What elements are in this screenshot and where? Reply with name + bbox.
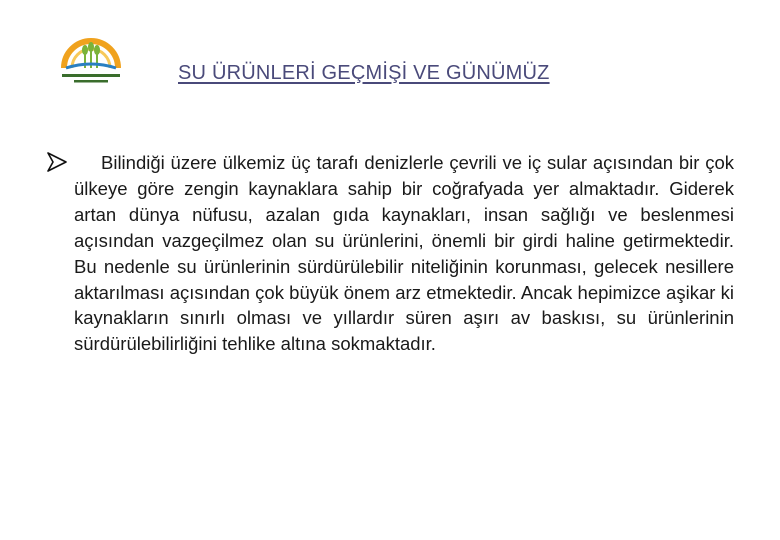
paragraph-text: Bilindiği üzere ülkemiz üç tarafı denizlerle çevrili ve iç sular açısından bir çok ülkeye göre zengin kaynaklara sahip bir coğrafyada yer almaktadır. Giderek artan dünya nüfusu, azalan gıda kaynakları, insan sağlığı ve beslenmesi açısından vazgeçilmez olan su ürünlerini, önemli bir girdi haline getirmektedir. Bu nedenle su ürünlerinin sürdürülebilir niteliğinin korunması, gelecek nesillere aktarılması açısından çok büyük önem arz etmektedir. Ancak hepimizce aşikar ki kaynakların sınırlı olması ve yıllardır süren aşırı av baskısı, su ürünlerinin sürdürülebilirliğini tehlike altına sokmaktadır. [74, 152, 734, 355]
ministry-logo-icon [52, 28, 130, 92]
arrow-bullet-icon [46, 152, 68, 172]
slide-title: SU ÜRÜNLERİ GEÇMİŞİ VE GÜNÜMÜZ [178, 62, 550, 84]
